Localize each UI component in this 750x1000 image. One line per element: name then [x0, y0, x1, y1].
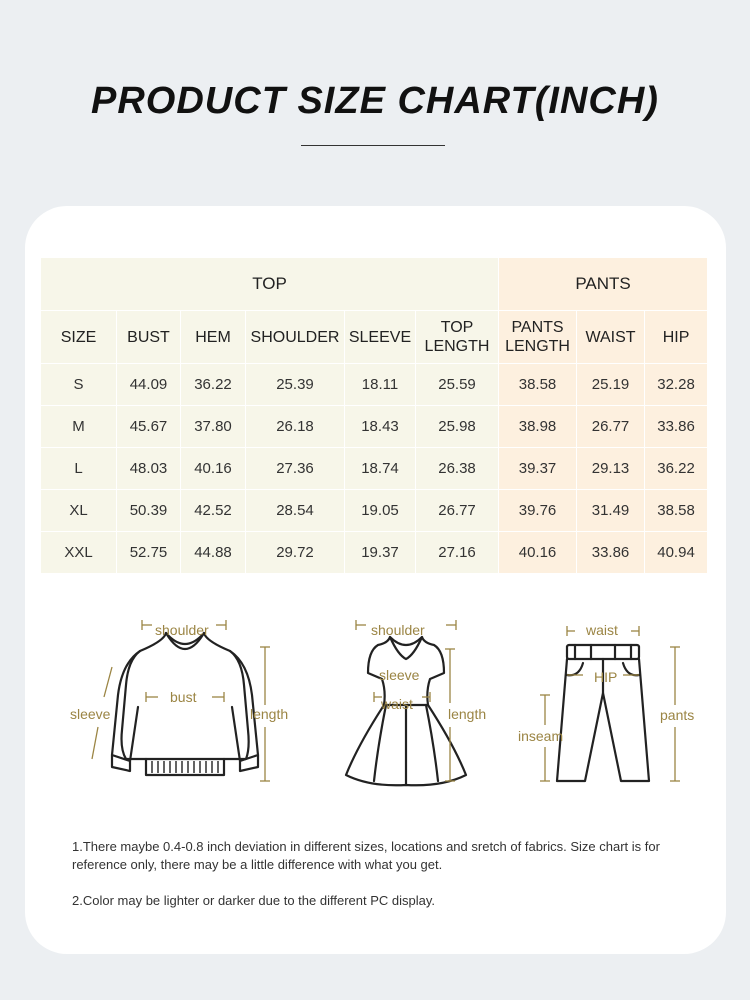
- sweater-sleeve-label: sleeve: [70, 706, 111, 722]
- sweater-bust-label: bust: [170, 689, 197, 705]
- pants-length-label: pants: [660, 707, 695, 723]
- column-header: WAIST: [577, 311, 645, 364]
- measurement-cell: 32.28: [645, 364, 708, 406]
- title-underline: [301, 145, 445, 146]
- pants-diagram: [515, 615, 715, 790]
- table-row: [41, 490, 708, 532]
- measurement-cell: 44.09: [117, 364, 181, 406]
- measurement-cell: 38.58: [645, 490, 708, 532]
- dress-length-label: length: [448, 706, 487, 722]
- measurement-cell: 36.22: [181, 364, 246, 406]
- size-cell: L: [41, 448, 117, 490]
- measurement-cell: 45.67: [117, 406, 181, 448]
- dress-sleeve-label: sleeve: [379, 667, 420, 683]
- measurement-cell: 19.05: [345, 490, 416, 532]
- measurement-cell: 27.36: [246, 448, 345, 490]
- note-deviation: 1.There maybe 0.4-0.8 inch deviation in different sizes, locations and sretch of fabrics. Size chart is for reference only, there may be a little difference with what you get.: [72, 839, 660, 872]
- table-row: [41, 406, 708, 448]
- pants-waist-label: waist: [586, 622, 618, 638]
- table-row: [41, 532, 708, 574]
- column-header: SLEEVE: [345, 311, 416, 364]
- dress-waist-label: waist: [381, 696, 413, 712]
- measurement-cell: 27.16: [416, 532, 499, 574]
- measurement-cell: 25.98: [416, 406, 499, 448]
- group-header-pants: PANTS: [499, 258, 708, 311]
- column-header: HEM: [181, 311, 246, 364]
- measurement-cell: 18.74: [345, 448, 416, 490]
- measurement-cell: 44.88: [181, 532, 246, 574]
- column-header: PANTS LENGTH: [499, 311, 577, 364]
- pants-icon: [557, 645, 649, 781]
- column-header: SIZE: [41, 311, 117, 364]
- table-row: [41, 448, 708, 490]
- dress-shoulder-label: shoulder: [371, 622, 425, 638]
- sweater-shoulder-label: shoulder: [155, 622, 209, 638]
- notes-section: [72, 838, 702, 928]
- size-cell: M: [41, 406, 117, 448]
- sweater-rib-lines: [152, 761, 218, 773]
- measurement-cell: 18.11: [345, 364, 416, 406]
- measurement-cell: 48.03: [117, 448, 181, 490]
- measurement-cell: 40.16: [499, 532, 577, 574]
- measurement-cell: 42.52: [181, 490, 246, 532]
- measurement-cell: 31.49: [577, 490, 645, 532]
- measurement-cell: 29.72: [246, 532, 345, 574]
- size-table: [40, 257, 708, 574]
- measurement-cell: 26.18: [246, 406, 345, 448]
- measurement-cell: 25.39: [246, 364, 345, 406]
- measurement-cell: 50.39: [117, 490, 181, 532]
- pants-inseam-label: inseam: [518, 728, 564, 744]
- measurement-cell: 19.37: [345, 532, 416, 574]
- measurement-cell: 40.16: [181, 448, 246, 490]
- page-title: PRODUCT SIZE CHART(INCH): [91, 80, 659, 122]
- size-cell: S: [41, 364, 117, 406]
- sweater-length-label: length: [250, 706, 289, 722]
- size-cell: XL: [41, 490, 117, 532]
- measurement-cell: 26.38: [416, 448, 499, 490]
- measurement-cell: 52.75: [117, 532, 181, 574]
- column-header: HIP: [645, 311, 708, 364]
- measurement-cell: 39.76: [499, 490, 577, 532]
- measurement-cell: 28.54: [246, 490, 345, 532]
- measurement-cell: 26.77: [416, 490, 499, 532]
- measurement-cell: 36.22: [645, 448, 708, 490]
- measurement-cell: 25.59: [416, 364, 499, 406]
- measurement-cell: 33.86: [645, 406, 708, 448]
- column-header: BUST: [117, 311, 181, 364]
- column-header: TOP LENGTH: [416, 311, 499, 364]
- measurement-cell: 38.98: [499, 406, 577, 448]
- group-header-top: TOP: [41, 258, 499, 311]
- measurement-cell: 38.58: [499, 364, 577, 406]
- column-header: SHOULDER: [246, 311, 345, 364]
- measurement-cell: 26.77: [577, 406, 645, 448]
- measurement-cell: 39.37: [499, 448, 577, 490]
- measurement-cell: 29.13: [577, 448, 645, 490]
- dress-diagram: [330, 615, 500, 790]
- measurement-cell: 18.43: [345, 406, 416, 448]
- measurement-cell: 25.19: [577, 364, 645, 406]
- table-row: [41, 364, 708, 406]
- pants-measure-lines: [540, 626, 680, 781]
- note-color: 2.Color may be lighter or darker due to the different PC display.: [72, 893, 435, 908]
- measurement-cell: 37.80: [181, 406, 246, 448]
- pants-hip-label: HIP: [594, 669, 618, 685]
- measurement-cell: 33.86: [577, 532, 645, 574]
- size-cell: XXL: [41, 532, 117, 574]
- measurement-cell: 40.94: [645, 532, 708, 574]
